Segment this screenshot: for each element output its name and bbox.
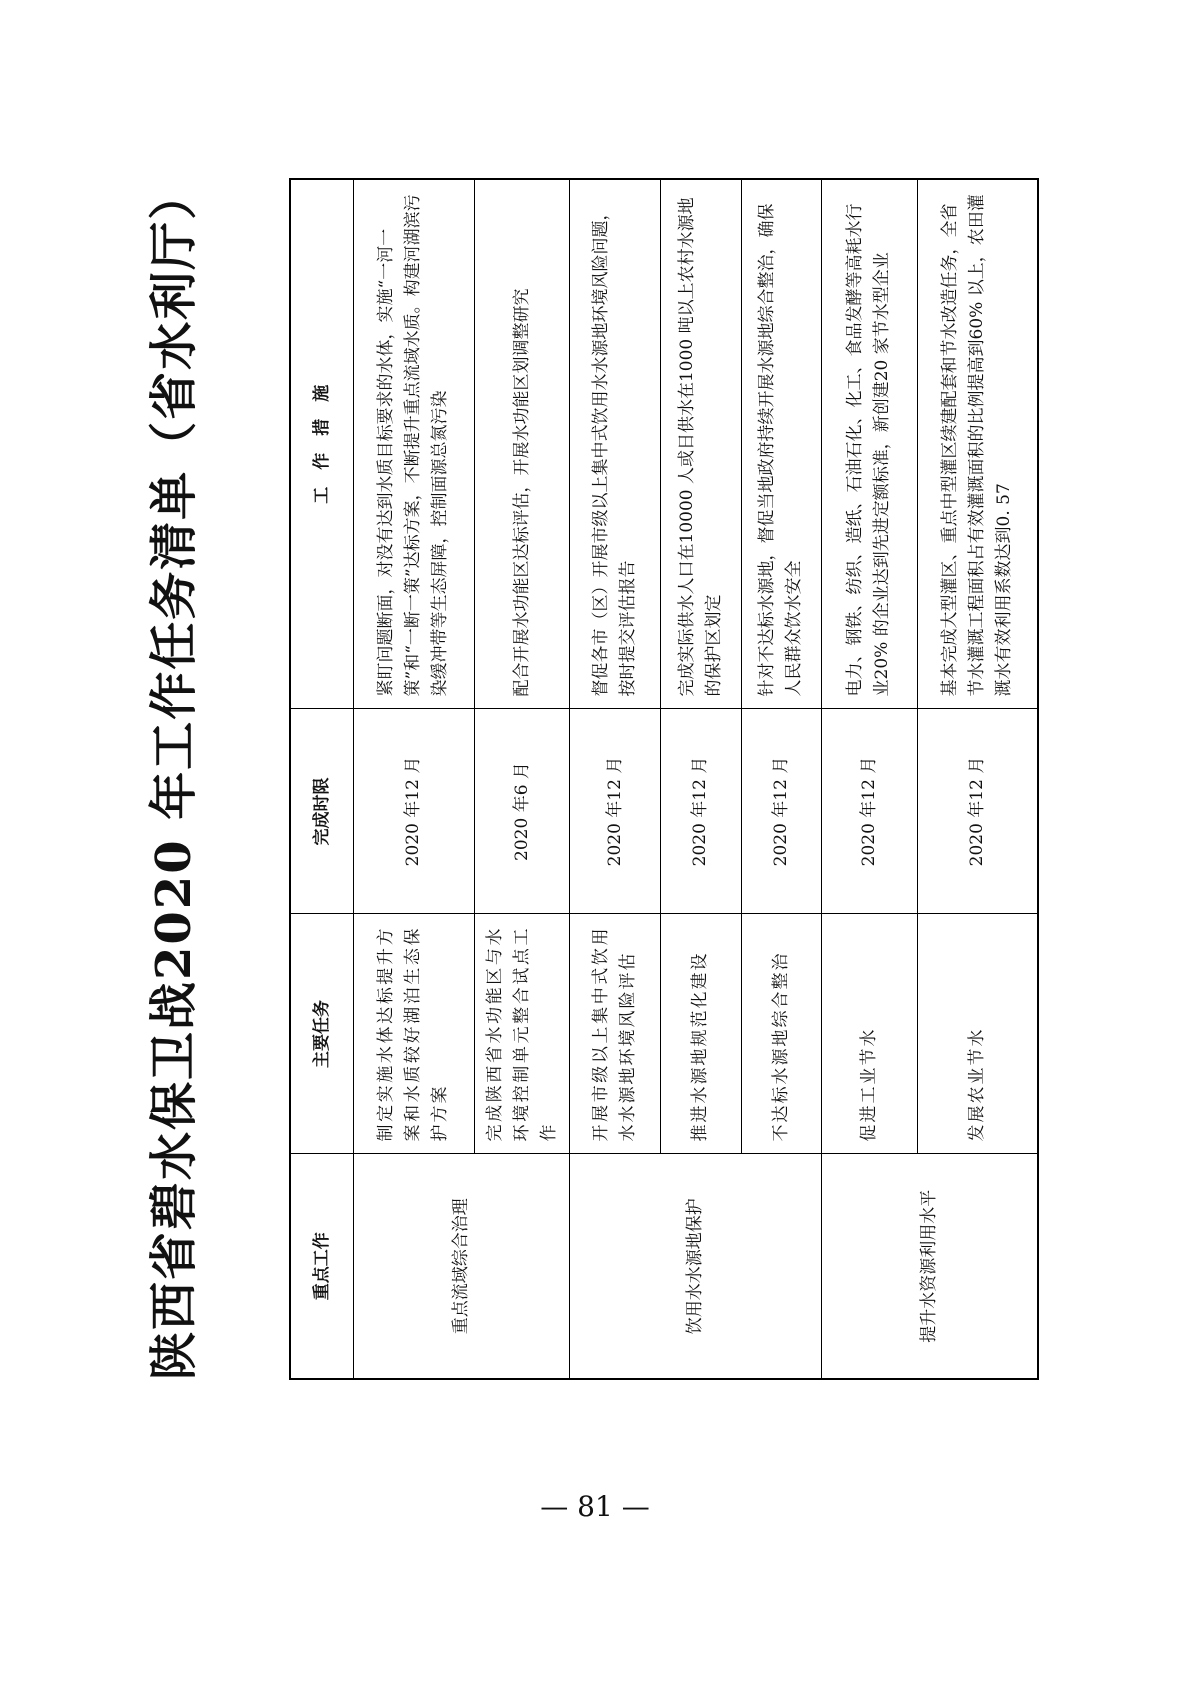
rotated-page xyxy=(129,169,1014,1410)
document-title: 陕西省碧水保卫战2020 年工作任务清单（省水利厅） xyxy=(146,169,202,1380)
header-main-task: 主要任务 xyxy=(290,914,354,1154)
key-work-cell: 重点流域综合治理 xyxy=(354,1154,570,1379)
key-work-cell: 饮用水水源地保护 xyxy=(570,1154,822,1379)
table-row xyxy=(570,179,661,1379)
measures-cell: 针对不达标水源地，督促当地政府持续开展水源地综合整治，确保人民群众饮水安全 xyxy=(741,179,822,709)
task-table xyxy=(289,178,1039,1380)
header-deadline: 完成时限 xyxy=(290,709,354,914)
task-cell: 制定实施水体达标提升方案和水质较好湖泊生态保护方案 xyxy=(354,914,475,1154)
deadline-cell: 2020 年6 月 xyxy=(474,709,570,914)
table-row xyxy=(822,179,918,1379)
table-row xyxy=(354,179,475,1379)
page-number: — 81 — xyxy=(540,1490,650,1523)
task-cell: 完成陕西省水功能区与水环境控制单元整合试点工作 xyxy=(474,914,570,1154)
deadline-cell: 2020 年12 月 xyxy=(354,709,475,914)
measures-cell: 电力、钢铁、纺织、造纸、石油石化、化工、食品发酵等高耗水行业20% 的企业达到先进定额标准，新创建20 家节水型企业 xyxy=(822,179,918,709)
measures-cell: 基本完成大型灌区、重点中型灌区续建配套和节水改造任务，全省节水灌溉工程面积占有效灌溉面积的比例提高到60% 以上，农田灌溉水有效利用系数达到0. 57 xyxy=(917,179,1038,709)
task-cell: 不达标水源地综合整治 xyxy=(741,914,822,1154)
deadline-cell: 2020 年12 月 xyxy=(917,709,1038,914)
measures-cell: 督促各市（区）开展市级以上集中式饮用水水源地环境风险问题，按时提交评估报告 xyxy=(570,179,661,709)
measures-cell: 配合开展水功能区达标评估，开展水功能区划调整研究 xyxy=(474,179,570,709)
header-key-work: 重点工作 xyxy=(290,1154,354,1379)
header-measures: 工 作 措 施 xyxy=(290,179,354,709)
key-work-cell: 提升水资源利用水平 xyxy=(822,1154,1038,1379)
task-cell: 发展农业节水 xyxy=(917,914,1038,1154)
deadline-cell: 2020 年12 月 xyxy=(741,709,822,914)
deadline-cell: 2020 年12 月 xyxy=(661,709,742,914)
measures-cell: 完成实际供水人口在10000 人或日供水在1000 吨以上农村水源地的保护区划定 xyxy=(661,179,742,709)
deadline-cell: 2020 年12 月 xyxy=(822,709,918,914)
task-cell: 促进工业节水 xyxy=(822,914,918,1154)
measures-cell: 紧盯问题断面，对没有达到水质目标要求的水体，实施“一河一策”和“一断一策”达标方案，不断提升重点流域水质。构建河湖滨污染缓冲带等生态屏障，控制面源总氮污染 xyxy=(354,179,475,709)
task-cell: 推进水源地规范化建设 xyxy=(661,914,742,1154)
deadline-cell: 2020 年12 月 xyxy=(570,709,661,914)
task-cell: 开展市级以上集中式饮用水水源地环境风险评估 xyxy=(570,914,661,1154)
table-header-row xyxy=(290,179,354,1379)
